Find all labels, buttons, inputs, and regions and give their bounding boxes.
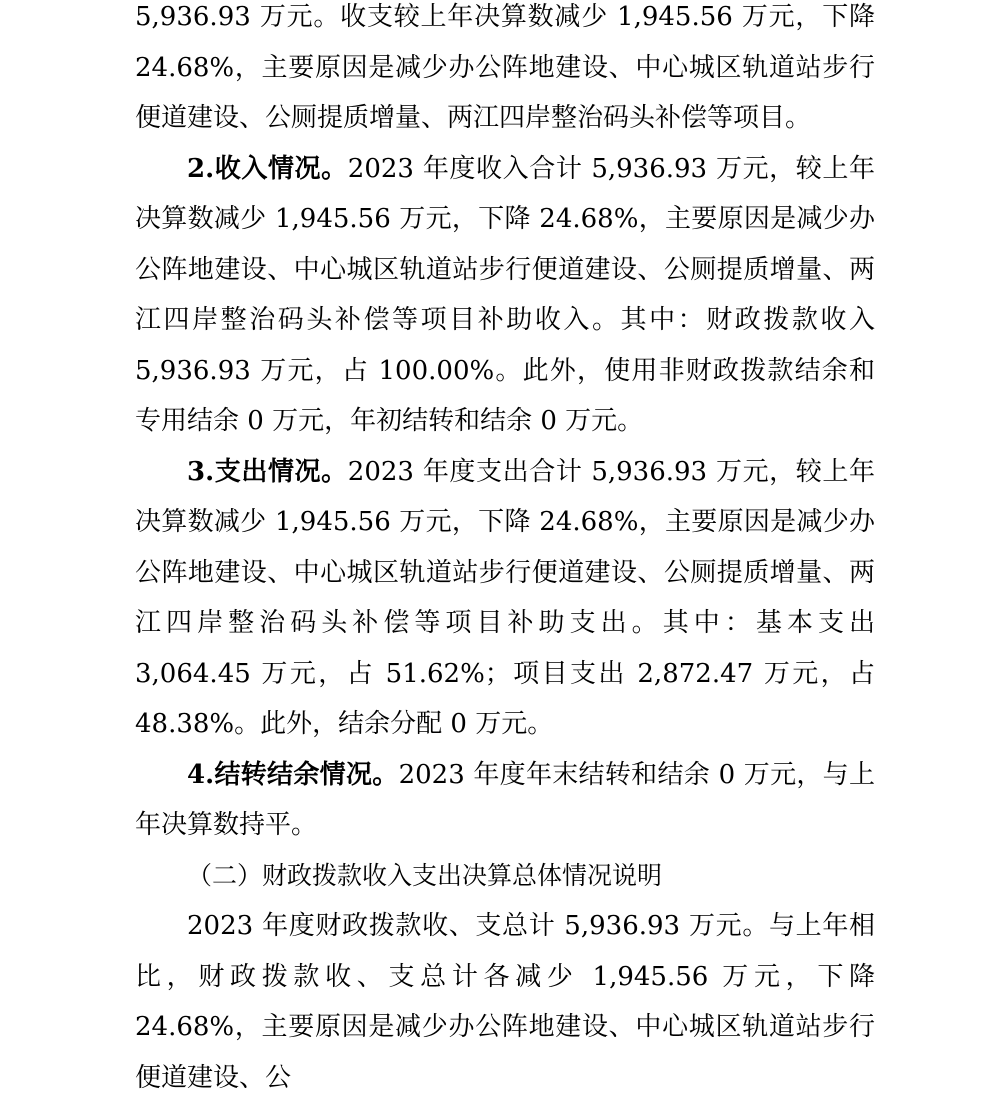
paragraph-text: 2023 年度财政拨款收、支总计 5,936.93 万元。与上年相比，财政拨款收、支总计各减少 1,945.56 万元，下降 24.68%，主要原因是减少办公阵地建设、中心城区轨道站步行便道建设、公 — [135, 911, 875, 1093]
paragraph-text: 2023 年度支出合计 5,936.93 万元，较上年决算数减少 1,945.56 万元，下降 24.68%，主要原因是减少办公阵地建设、中心城区轨道站步行便道建设、公厕提质增量、两江四岸整治码头补偿等项目补助支出。其中：基本支出 3,064.45 万元，占 51.62%；项目支出 2,872.47 万元，占 48.38%。此外，结余分配 0 万元。 — [135, 456, 875, 739]
paragraph-heading: 2.收入情况。 — [187, 153, 348, 184]
paragraph-continuation — [135, 0, 875, 144]
paragraph-heading: 4.结转结余情况。 — [187, 759, 399, 790]
paragraph-text: 5,936.93 万元。收支较上年决算数减少 1,945.56 万元，下降24.68%，主要原因是减少办公阵地建设、中心城区轨道站步行便道建设、公厕提质增量、两江四岸整治码头补偿等项目。 — [135, 2, 875, 133]
document-body — [135, 0, 875, 1103]
paragraph-text: 2023 年度收入合计 5,936.93 万元，较上年决算数减少 1,945.56 万元，下降 24.68%，主要原因是减少办公阵地建设、中心城区轨道站步行便道建设、公厕提质增量、两江四岸整治码头补偿等项目补助收入。其中：财政拨款收入5,936.93 万元，占 100.00%。此外，使用非财政拨款结余和专用结余 0 万元，年初结转和结余 0 万元。 — [135, 153, 875, 436]
paragraph-text: 2023 年度年末结转和结余 0 万元，与上年决算数持平。 — [135, 759, 875, 840]
paragraph-fiscal-summary — [135, 901, 875, 1103]
paragraph-income — [135, 144, 875, 447]
paragraph-heading: 3.支出情况。 — [187, 456, 348, 487]
section-title: （二）财政拨款收入支出决算总体情况说明 — [187, 860, 663, 890]
paragraph-carryover — [135, 750, 875, 851]
paragraph-expenditure — [135, 447, 875, 750]
